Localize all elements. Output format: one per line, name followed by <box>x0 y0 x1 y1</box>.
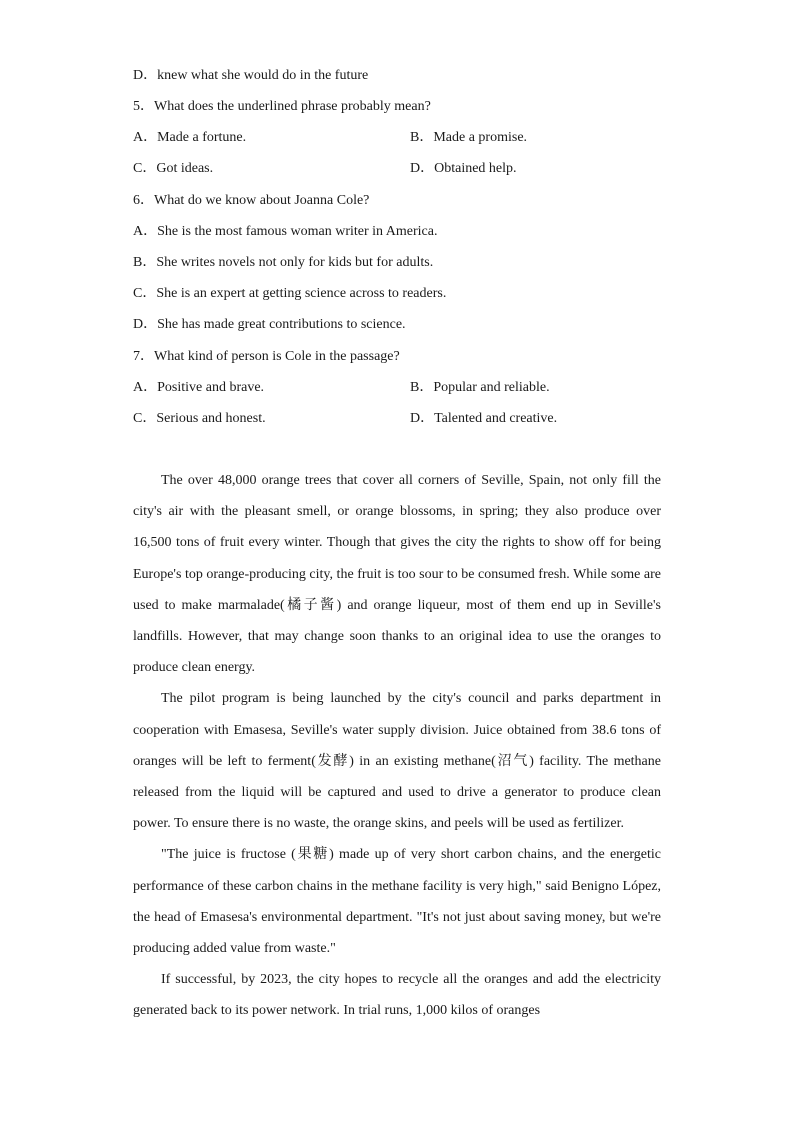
q6-option-a: A．She is the most famous woman writer in America. <box>133 224 438 239</box>
q7-option-a: A．Positive and brave. <box>133 380 265 395</box>
q6-stem: 6．What do we know about Joanna Cole? <box>133 193 370 208</box>
q5-option-a: A．Made a fortune. <box>133 130 247 145</box>
q6-option-c: C．She is an expert at getting science across to readers. <box>133 286 447 301</box>
q7-option-b: B．Popular and reliable. <box>410 380 550 395</box>
q7-option-c: C．Serious and honest. <box>133 411 266 426</box>
passage-paragraph-3: "The juice is fructose (果糖) made up of very short carbon chains, and the energetic performance of these carbon chains in the methane facility is very high," said Benigno López, the head of Emasesa's environmental department. "It's not just about saving money, but we're producing added value from waste." <box>133 847 661 957</box>
q6-option-d: D．She has made great contributions to science. <box>133 317 406 332</box>
passage-paragraph-4: If successful, by 2023, the city hopes to recycle all the oranges and add the electricity generated back to its power network. In trial runs, 1,000 kilos of oranges <box>133 972 661 1019</box>
passage-paragraph-2: The pilot program is being launched by the city's council and parks department in cooperation with Emasesa, Seville's water supply division. Juice obtained from 38.6 tons of oranges will be left to ferment(发酵) in an existing methane(沼气) facility. The methane released from the liquid will be captured and used to drive a generator to produce clean power. To ensure there is no waste, the orange skins, and peels will be used as fertilizer. <box>133 691 661 832</box>
passage <box>133 465 661 1027</box>
q7-option-d: D．Talented and creative. <box>410 411 558 426</box>
q6-option-b: B．She writes novels not only for kids but for adults. <box>133 255 434 270</box>
passage-paragraph-1: The over 48,000 orange trees that cover all corners of Seville, Spain, not only fill the city's air with the pleasant smell, or orange blossoms, in spring; they also produce over 16,500 tons of fruit every winter. Though that gives the city the rights to show off for being Europe's top orange-producing city, the fruit is too sour to be consumed fresh. While some are used to make marmalade(橘子酱) and orange liqueur, most of them end up in Seville's landfills. However, that may change soon thanks to an original idea to use the oranges to produce clean energy. <box>133 473 661 676</box>
q7-stem: 7．What kind of person is Cole in the passage? <box>133 349 400 364</box>
q5-stem: 5．What does the underlined phrase probably mean? <box>133 99 431 114</box>
q5-option-d: D．Obtained help. <box>410 161 517 176</box>
q4-option-d: D．knew what she would do in the future <box>133 68 369 83</box>
q5-option-b: B．Made a promise. <box>410 130 528 145</box>
q5-option-c: C．Got ideas. <box>133 161 214 176</box>
